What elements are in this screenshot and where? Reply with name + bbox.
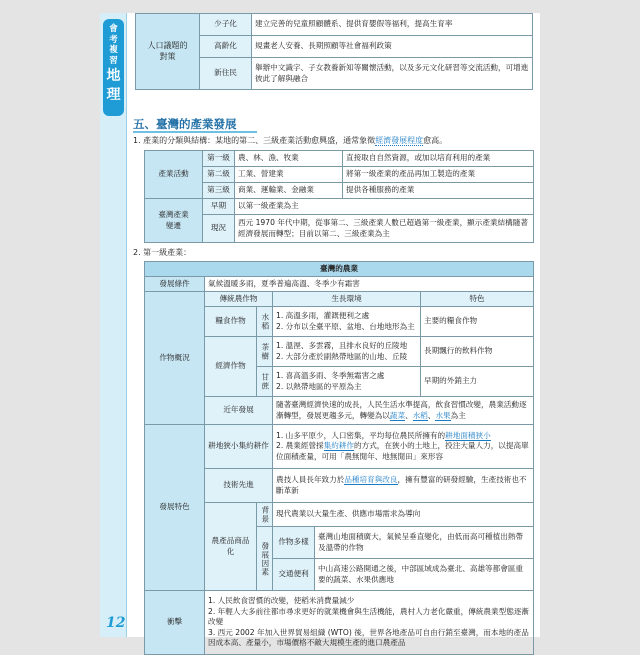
topic-cell: 高齡化 [200, 36, 252, 58]
chapter-tab [103, 19, 124, 116]
impact-label: 衝擊 [145, 591, 205, 655]
item-1 [133, 135, 533, 146]
hdr-feature: 特色 [421, 292, 534, 307]
crop-env [273, 337, 421, 367]
population-policy-table [135, 13, 533, 90]
recent-hl-fruit: 水果 [435, 410, 451, 420]
content-cell: 舉辦中文識字、子女教養新知等關懷活動，以及多元文化研習等交流活動，可增進彼此了解與融合 [252, 58, 533, 90]
tab-char: 考 [109, 34, 118, 45]
change-desc-cell: 以第一級產業為主 [235, 199, 534, 215]
desc-cell: 直接取自自然資源，或加以培育利用的產業 [343, 151, 534, 167]
crop-feature: 主要的糧食作物 [421, 307, 534, 337]
overview-label: 作物概況 [145, 292, 205, 425]
examples-cell: 農、林、漁、牧業 [235, 151, 343, 167]
section-title-text: 五、臺灣的產業發展 [133, 117, 237, 131]
period-cell: 現況 [203, 215, 235, 243]
period-cell: 早期 [203, 199, 235, 215]
recent-text [273, 397, 534, 425]
dev-cond-text: 氣候溫暖多雨，夏季普遍高溫、冬季少有霜害 [205, 277, 534, 292]
factor-label: 發展因素 [257, 527, 273, 591]
crop-name: 茶樹 [257, 337, 273, 367]
item-1-text-before: 1. 產業的分類與結構：某地的第二、三級產業活動愈興盛，通常象徵 [133, 136, 376, 145]
tech-before: 農技人員長年致力於 [276, 475, 345, 484]
crop-feature: 長期飄行的飲料作物 [421, 337, 534, 367]
crop-env-line: 2. 以熱帶地區的平原為主 [276, 381, 362, 391]
tab-char: 習 [109, 55, 118, 66]
level-cell: 第一級 [203, 151, 235, 167]
crop-env-line: 2. 分布以全臺平原、盆地、台地地形為主 [276, 321, 415, 331]
item-1-text-after: 愈高。 [423, 136, 448, 145]
crop-env-line: 1. 高溫多雨，灌溉便利之處 [276, 311, 370, 320]
tech-after: ，擁有豐富的研發經驗，生產技術也不斷革新 [276, 475, 527, 495]
item-2: 2. 第一級產業： [133, 248, 192, 257]
change-desc-cell: 西元 1970 年代中期，從事第二、三級產業人數已超過第一級產業，顯示產業結構隨著經濟發展而轉型；目前以第二、三級產業為主 [235, 215, 534, 243]
topic-cell: 少子化 [200, 14, 252, 36]
hdr-env: 生長環境 [273, 292, 421, 307]
tech-hl: 品種培育與改良 [344, 475, 398, 484]
intensive-1-before: 1. 山多平原少，人口密集，平均每位農民所擁有的 [276, 430, 446, 440]
recent-sep: 、 [427, 410, 436, 420]
recent-sep: 、 [405, 410, 413, 420]
level-cell: 第三級 [203, 183, 235, 199]
population-row-label: 人口議題的對策 [136, 14, 200, 90]
background-label: 背景 [257, 503, 273, 527]
factor-desc: 臺灣山地面積廣大，氣候呈垂直變化，由低而高可種植出熱帶及溫帶的作物 [315, 527, 534, 559]
dev-cond-label: 發展條件 [145, 277, 205, 292]
commerce-label: 農產品商品化 [205, 503, 257, 591]
content-cell: 建立完善的兒童照顧體系、提供育嬰假等福利，提高生育率 [252, 14, 533, 36]
crop-env-line: 2. 大部分產於副熱帶地區的山地、丘陵 [276, 351, 408, 361]
recent-hl-vegetable: 蔬菜 [389, 410, 406, 420]
item-1-highlight: 經濟發展程度 [375, 136, 424, 145]
sidebar [100, 13, 127, 637]
tab-char: 會 [109, 24, 118, 34]
section-title-underline [133, 131, 257, 133]
tab-char: 複 [109, 45, 118, 55]
tech-text [273, 469, 534, 503]
intensive-2-hl: 集約耕作 [323, 441, 355, 451]
topic-cell: 新住民 [200, 58, 252, 90]
tab-subject-char: 理 [106, 87, 121, 103]
crop-name: 甘蔗 [257, 367, 273, 397]
factor-desc: 中山高速公路開通之後，中部區域成為臺北、高雄等都會區重要的蔬菜、水果供應地 [315, 559, 534, 591]
page-number: 12 [106, 615, 126, 631]
crop-env-line: 1. 溫溼、多雲霧，且排水良好的丘陵地 [276, 341, 408, 350]
intensive-label: 耕地狹小集約耕作 [205, 425, 273, 469]
tab-subject-char: 地 [106, 68, 121, 84]
impact-line: 2. 年輕人大多前往都市尋求更好的就業機會與生活機能，農村人力老化嚴重，傳統農業型態逐漸改變 [208, 606, 529, 627]
crop-feature: 早期的外銷主力 [421, 367, 534, 397]
recent-before: 隨著臺灣經濟快速的成長，人民生活水準提高，飲食習慣改變，農業活動逐漸轉型，發展更趨多元，轉變為以 [276, 400, 527, 420]
level-cell: 第二級 [203, 167, 235, 183]
textbook-page [100, 13, 540, 648]
examples-cell: 商業、運輸業、金融業 [235, 183, 343, 199]
crop-name: 水稻 [257, 307, 273, 337]
agri-table-title: 臺灣的農業 [145, 262, 534, 277]
section-title [133, 116, 237, 132]
recent-hl-rice: 水稻 [412, 410, 428, 420]
food-crop-label: 糧食作物 [205, 307, 257, 337]
hdr-crop: 傳統農作物 [205, 292, 273, 307]
crop-env [273, 367, 421, 397]
econ-crop-label: 經濟作物 [205, 337, 257, 397]
crop-env-line: 1. 喜高溫多雨、冬季無霜害之處 [276, 371, 385, 380]
tech-label: 技術先進 [205, 469, 273, 503]
industry-structure-table [144, 150, 534, 243]
intensive-1-hl: 耕地面積狹小 [445, 430, 491, 440]
crop-env [273, 307, 421, 337]
intensive-line-2 [276, 441, 530, 462]
desc-cell: 將第一級產業的產品再加工製造的產業 [343, 167, 534, 183]
intensive-text [273, 425, 534, 469]
impact-line: 3. 西元 2002 年加入世界貿易組織 (WTO) 後，世界各地產品可自由行銷至臺灣，而本地的產品因成本高、產量小，市場價格不敵大規模生產的進口農產品 [208, 627, 529, 648]
intensive-2-before: 2. 農業經營採 [276, 441, 324, 451]
industry-activity-label: 產業活動 [145, 151, 203, 199]
recent-label: 近年發展 [205, 397, 273, 425]
recent-after: 為主 [450, 410, 466, 420]
intensive-2-after: 的方式，在狹小的土地上，投注大量人力，以提高單位面積產量，可用「農無閒年、地無閒田」來形容 [276, 441, 529, 461]
content-cell: 規畫老人安養、長期照顧等社會福利政策 [252, 36, 533, 58]
factor-name: 作物多樣 [273, 527, 315, 559]
industry-change-label: 臺灣產業變遷 [145, 199, 203, 243]
desc-cell: 提供各種服務的產業 [343, 183, 534, 199]
factor-name: 交通便利 [273, 559, 315, 591]
dev-feature-label: 發展特色 [145, 425, 205, 591]
examples-cell: 工業、營建業 [235, 167, 343, 183]
agriculture-table [144, 261, 534, 655]
background-text: 現代農業以大量生產、供應市場需求為導向 [273, 503, 534, 527]
intensive-line-1 [276, 431, 530, 442]
impact-line: 1. 人民飲食習慣的改變，使稻米消費量減少 [208, 596, 355, 606]
impact-text [205, 591, 534, 655]
